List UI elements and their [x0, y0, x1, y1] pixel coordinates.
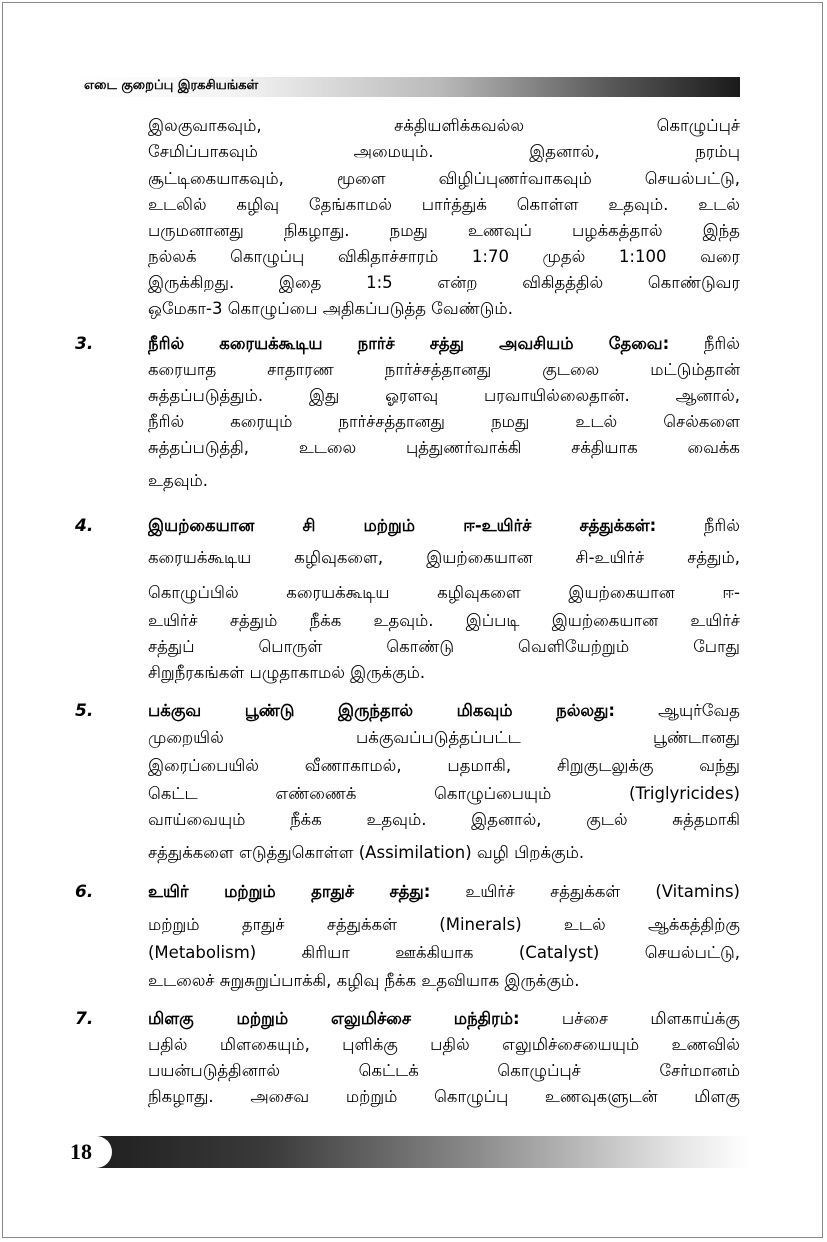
item-first-line: [148, 1006, 740, 1032]
item-line: கரையாத சாதாரண நார்ச்சத்தானது குடலை மட்டும்தான்: [148, 360, 740, 379]
intro-line: பருமனானது நிகழாது. நமது உணவுப் பழக்கத்தால் இந்த: [148, 221, 740, 240]
item-heading: இயற்கையான சி மற்றும் ஈ-உயிர்ச் சத்துக்கள்:: [148, 516, 657, 535]
item-heading: நீரில் கரையக்கூடிய நார்ச் சத்து அவசியம் தேவை:: [148, 334, 670, 353]
item-text: நீரில்: [669, 334, 740, 353]
item-line: சிறுநீரகங்கள் பழுதாகாமல் இருக்கும்.: [148, 663, 426, 682]
item-line: கொழுப்பில் கரையக்கூடிய கழிவுகளை இயற்கையான ஈ-: [148, 583, 740, 602]
item-line: கரையக்கூடிய கழிவுகளை, இயற்கையான சி-உயிர்ச் சத்தும்,: [148, 548, 740, 567]
item-line: நீரில் கரையும் நார்ச்சத்தானது நமது உடல் செல்களை: [148, 412, 740, 431]
item-text: உயிர்ச் சத்துக்கள் (Vitamins): [430, 882, 740, 901]
item-number: 5.: [75, 701, 94, 721]
intro-line: நல்லக் கொழுப்பு விகிதாச்சாரம் 1:70 முதல் 1:100 வரை: [148, 247, 740, 266]
item-line: சத்துப் பொருள் கொண்டு வெளியேற்றும் போது: [148, 637, 740, 656]
item-heading: மிளகு மற்றும் எலுமிச்சை மந்திரம்:: [148, 1009, 520, 1028]
intro-line: இருக்கிறது. இதை 1:5 என்ற விகிதத்தில் கொண்டுவர: [148, 273, 740, 292]
item-line: பதில் மிளகையும், புளிக்கு பதில் எலுமிச்சையையும் உணவில்: [148, 1035, 740, 1054]
item-first-line: [148, 879, 740, 905]
item-first-line: [148, 513, 740, 539]
item-line: கெட்ட எண்ணைக் கொழுப்பையும் (Triglyricides): [148, 784, 740, 803]
item-line: உதவும்.: [148, 471, 209, 490]
item-first-line: [148, 698, 740, 724]
item-number: 7.: [75, 1009, 94, 1029]
item-line: மற்றும் தாதுச் சத்துக்கள் (Minerals) உடல் ஆக்கத்திற்கு: [148, 915, 740, 934]
intro-line: இலகுவாகவும், சக்தியளிக்கவல்ல கொழுப்புச்: [148, 116, 740, 135]
item-line: உடலைச் சுறுசுறுப்பாக்கி, கழிவு நீக்க உதவியாக இருக்கும்.: [148, 971, 580, 990]
item-number: 3.: [75, 334, 94, 354]
item-heading: பக்குவ பூண்டு இருந்தால் மிகவும் நல்லது:: [148, 701, 615, 720]
item-text: ஆயுர்வேத: [615, 701, 740, 720]
item-line: முறையில் பக்குவப்படுத்தப்பட்ட பூண்டானது: [148, 728, 740, 747]
item-line: பயன்படுத்தினால் கெட்டக் கொழுப்புச் சேர்மானம்: [148, 1061, 740, 1080]
intro-line: சேமிப்பாகவும் அமையும். இதனால், நரம்பு: [148, 142, 740, 161]
item-line: சுத்தப்படுத்தும். இது ஓரளவு பரவாயில்லைதான். ஆனால்,: [148, 386, 740, 405]
item-text: பச்சை மிளகாய்க்கு: [519, 1009, 740, 1028]
running-header-title: எடை குறைப்பு இரகசியங்கள்: [84, 78, 259, 93]
page-number: 18: [70, 1139, 92, 1164]
item-line: இரைப்பையில் வீணாகாமல், பதமாகி, சிறுகுடலுக்கு வந்து: [148, 756, 740, 775]
item-line: வாய்வையும் நீக்க உதவும். இதனால், குடல் சுத்தமாகி: [148, 810, 740, 829]
footer-bar: [60, 1136, 750, 1168]
intro-line: உடலில் கழிவு தேங்காமல் பார்த்துக் கொள்ள உதவும். உடல்: [148, 195, 740, 214]
item-line: (Metabolism) கிரியா ஊக்கியாக (Catalyst) செயல்பட்டு,: [148, 943, 740, 962]
item-line: நிகழாது. அசைவ மற்றும் கொழுப்பு உணவுகளுடன் மிளகு: [148, 1087, 740, 1106]
item-text: நீரில்: [656, 516, 740, 535]
item-heading: உயிர் மற்றும் தாதுச் சத்து:: [148, 882, 431, 901]
item-line: சுத்தப்படுத்தி, உடலை புத்துணர்வாக்கி சக்தியாக வைக்க: [148, 438, 740, 457]
item-number: 4.: [75, 516, 94, 536]
item-line: உயிர்ச் சத்தும் நீக்க உதவும். இப்படி இயற்கையான உயிர்ச்: [148, 611, 740, 630]
intro-line: ஒமேகா-3 கொழுப்பை அதிகப்படுத்த வேண்டும்.: [148, 299, 513, 318]
intro-line: சூட்டிகையாகவும், மூளை விழிப்புணர்வாகவும் செயல்பட்டு,: [148, 169, 740, 188]
item-first-line: [148, 331, 740, 357]
item-number: 6.: [75, 882, 94, 902]
item-line: சத்துக்களை எடுத்துகொள்ள (Assimilation) வழி பிறக்கும்.: [148, 843, 585, 862]
running-header: [76, 77, 740, 97]
